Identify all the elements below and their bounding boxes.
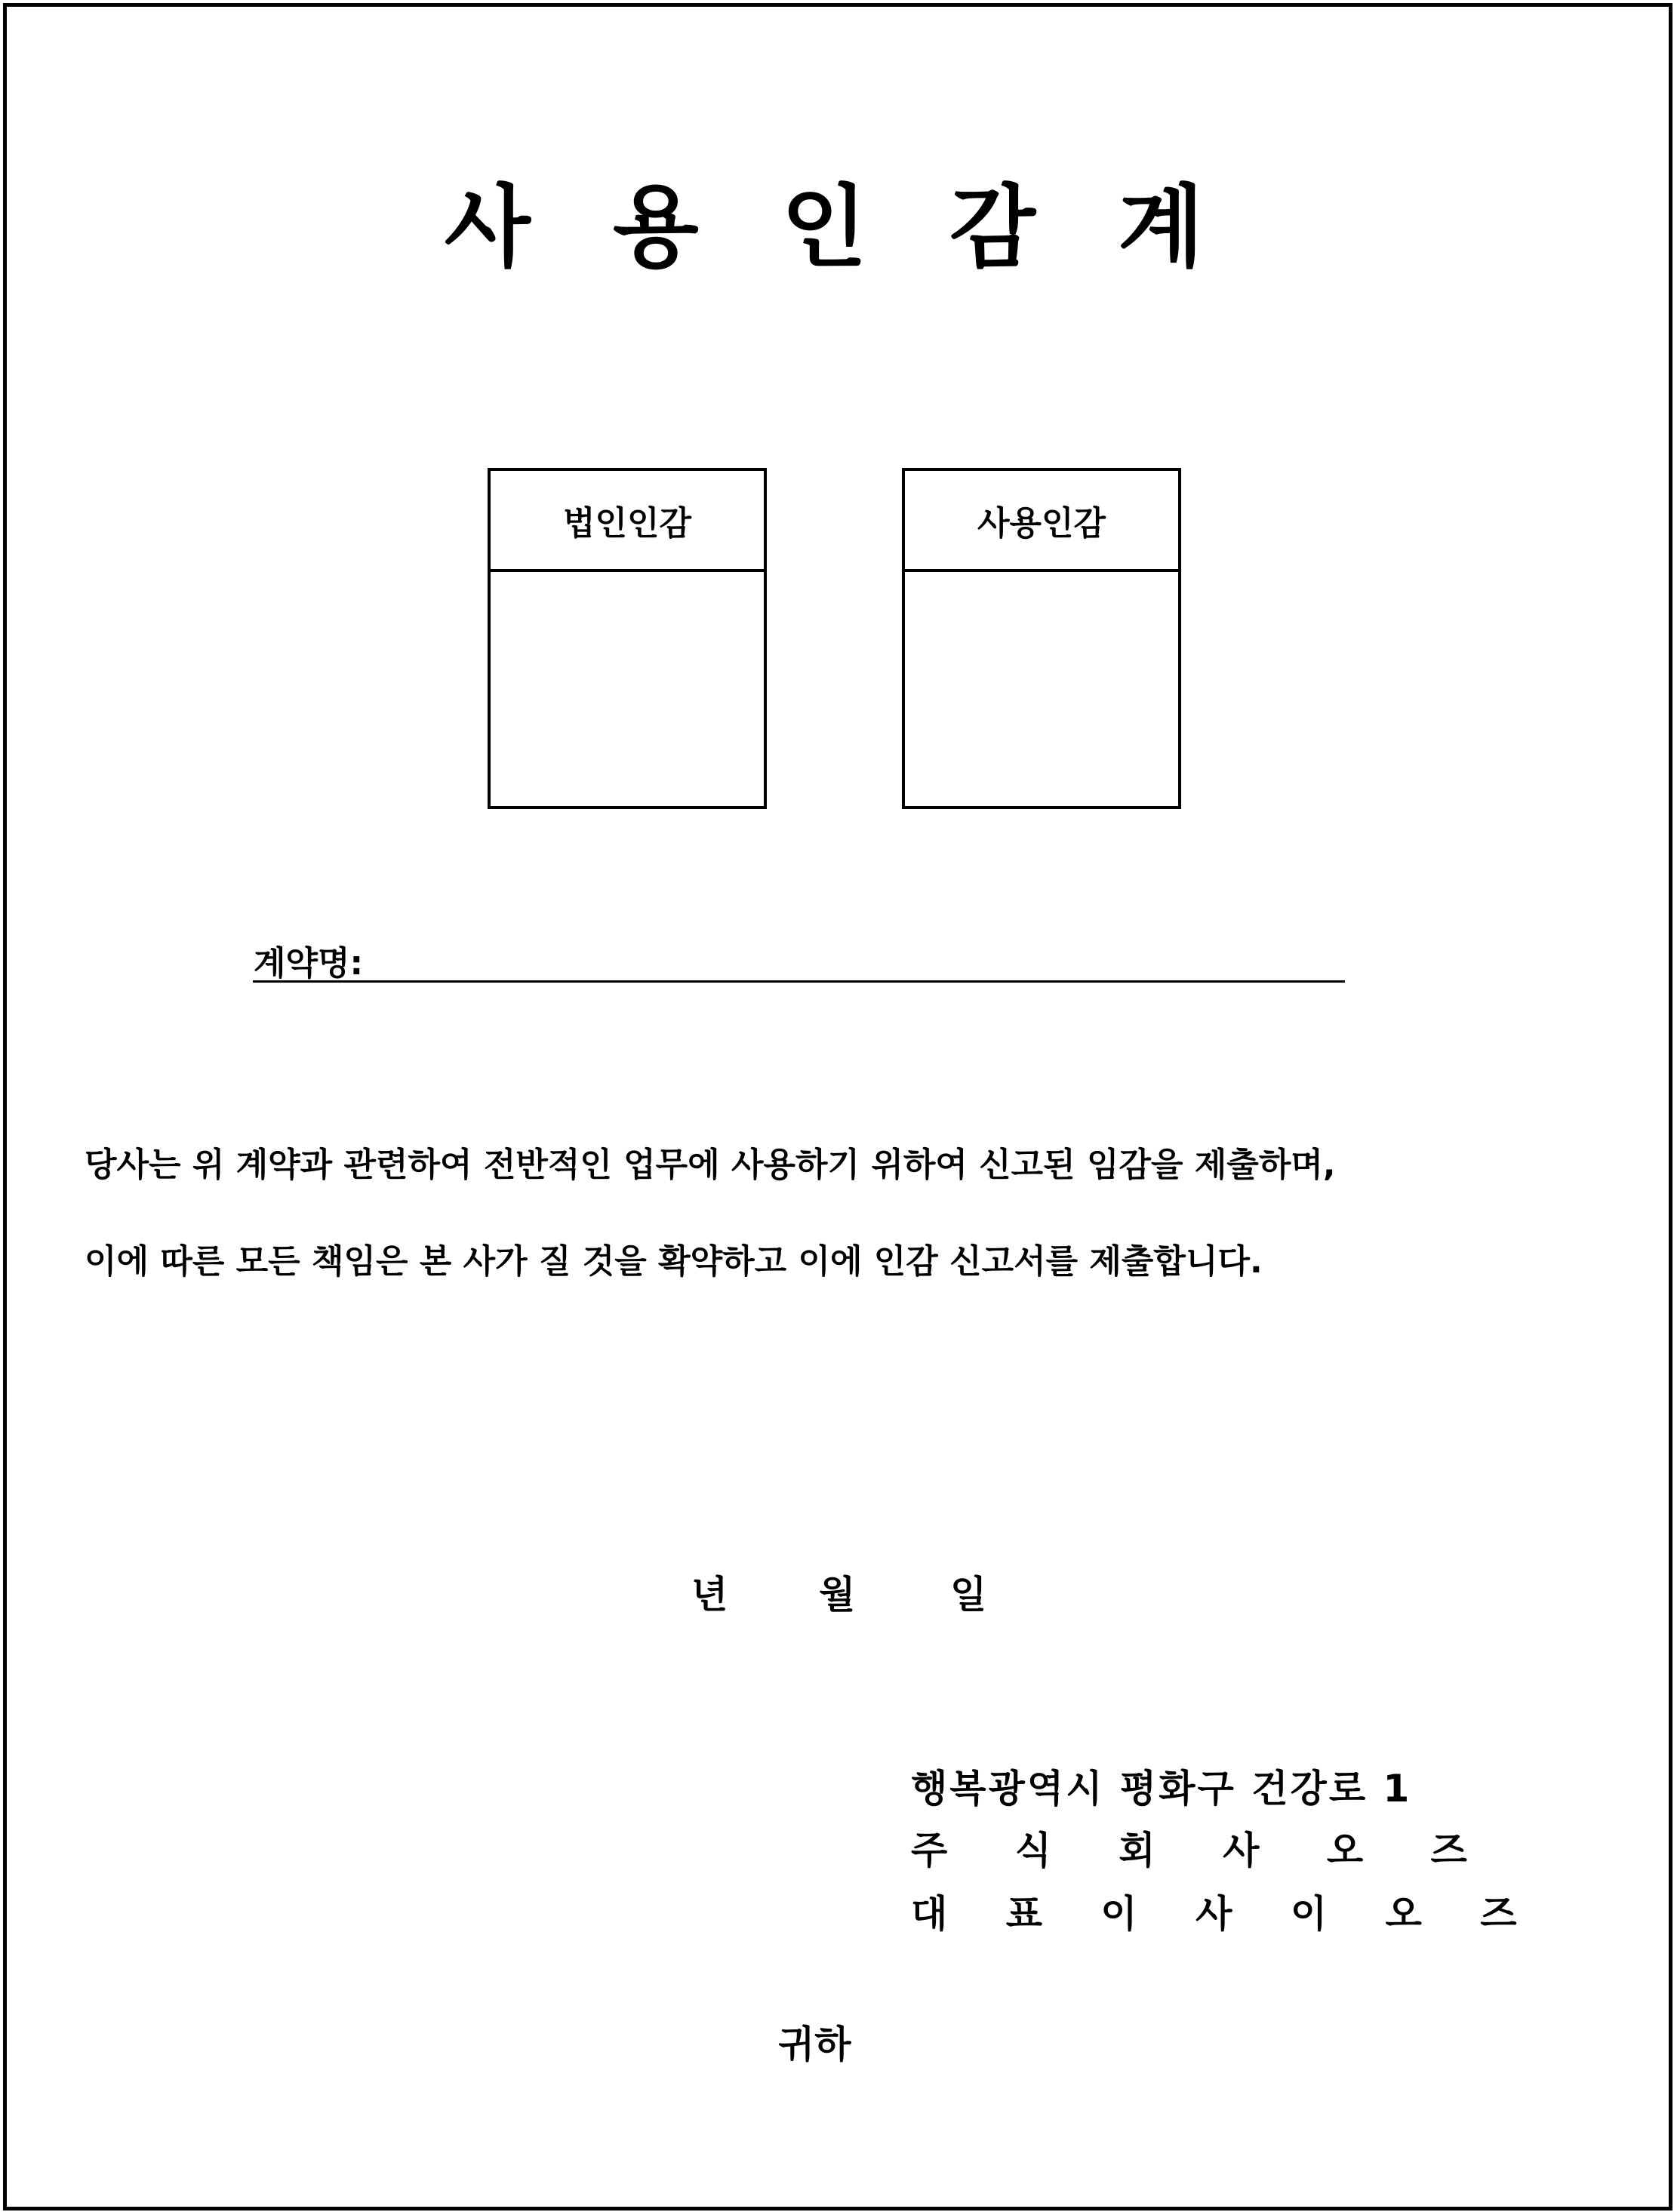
corporate-seal-box	[488, 468, 767, 809]
contract-name-label: 계약명:	[254, 944, 364, 983]
usage-seal-area	[905, 572, 1178, 806]
page-border	[3, 3, 1672, 2210]
statement-line-2: 이에 따른 모든 책임은 본 사가 질 것을 확약하고 이에 인감 신고서를 제출합니다.	[85, 1242, 1263, 1281]
sender-address: 행복광역시 평화구 건강로 1	[911, 1767, 1412, 1811]
date-day-label: 일	[950, 1573, 987, 1617]
corporate-seal-area	[491, 572, 764, 806]
statement-line-1: 당사는 위 계약과 관련하여 전반적인 업무에 사용하기 위하여 신고된 임감을 제출하며,	[85, 1146, 1336, 1184]
recipient-honorific: 귀하	[778, 2023, 851, 2066]
sender-company: 주 식 회 사 오 즈	[911, 1829, 1494, 1872]
sender-representative: 대 표 이 사 이 오 즈	[911, 1892, 1540, 1936]
date-month-label: 월	[819, 1573, 856, 1617]
usage-seal-box	[902, 468, 1181, 809]
document-title: 사 용 인 감 계	[444, 175, 1230, 279]
corporate-seal-label: 법인인감	[491, 471, 764, 572]
usage-seal-label: 사용인감	[905, 471, 1178, 572]
date-year-label: 년	[691, 1573, 728, 1617]
contract-name-underline	[253, 980, 1345, 983]
